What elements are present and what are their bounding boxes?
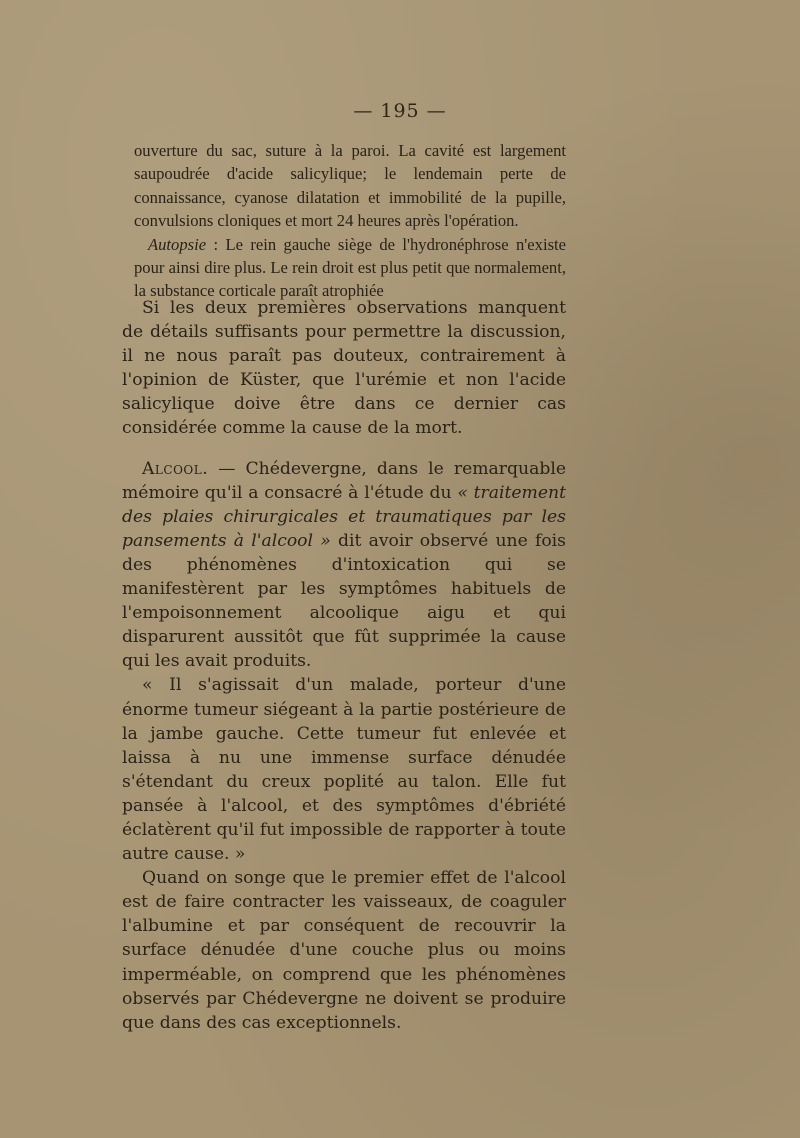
alcohol-paragraph: [122, 457, 566, 674]
case-report-paragraph: ouverture du sac, suture à la paroi. La cavité est largement saupoudrée d'acide salicylique; le lendemain perte de connaissance, cyanose dilatation et immobilité de la pupille, convulsions cloniques et mort 24 heures après l'opération.: [134, 141, 566, 231]
alcohol-text-before: — Chédevergne, dans le remarquable mémoire qu'il a consacré à l'étude du: [122, 458, 566, 503]
case-report-block: [134, 139, 566, 303]
autopsy-text: : Le rein gauche siège de l'hydronéphrose n'existe pour ainsi dire plus. Le rein droit est plus petit que normalement, la substance corticale paraît atrophiée: [134, 234, 566, 301]
conclusion-paragraph: Quand on songe que le premier effet de l'alcool est de faire contracter les vaisseaux, de coaguler l'albumine et par conséquent de recouvrir la surface dénudée d'une couche plus ou moins imperméable, on comprend que les phénomènes observés par Chédevergne ne doivent se produire que dans des cas exceptionnels.: [122, 868, 566, 1033]
discussion-paragraph: Si les deux premières observations manquent de détails suffisants pour permettre la discussion, il ne nous paraît pas douteux, contrairement à l'opinion de Küster, que l'urémie et non l'acide salicylique doive être dans ce dernier cas considérée comme la cause de la mort.: [122, 298, 566, 439]
discussion-block: [122, 296, 566, 1035]
alcohol-heading: Alcool.: [142, 458, 209, 479]
page-number: — 195 —: [353, 100, 447, 122]
alcohol-cited-title: « traitement des plaies chirurgicales et traumatiques par les pansements à l'alcool »: [122, 482, 566, 551]
alcohol-text-after: dit avoir observé une fois des phénomènes d'intoxication qui se manifestèrent par les symptômes habituels de l'empoisonnement alcoolique aigu et qui disparurent aussitôt que fût supprimée la cause qui les avait produits.: [122, 530, 566, 672]
autopsy-label: Autopsie: [148, 234, 207, 254]
quotation-paragraph: « Il s'agissait d'un malade, porteur d'une énorme tumeur siégeant à la partie postérieure de la jambe gauche. Cette tumeur fut enlevée et laissa à nu une immense surface dénudée s'étendant du creux poplité au talon. Elle fut pansée à l'alcool, et des symptômes d'ébriété éclatèrent qu'il fut impossible de rapporter à toute autre cause. »: [122, 675, 566, 865]
autopsy-paragraph: [134, 233, 566, 303]
